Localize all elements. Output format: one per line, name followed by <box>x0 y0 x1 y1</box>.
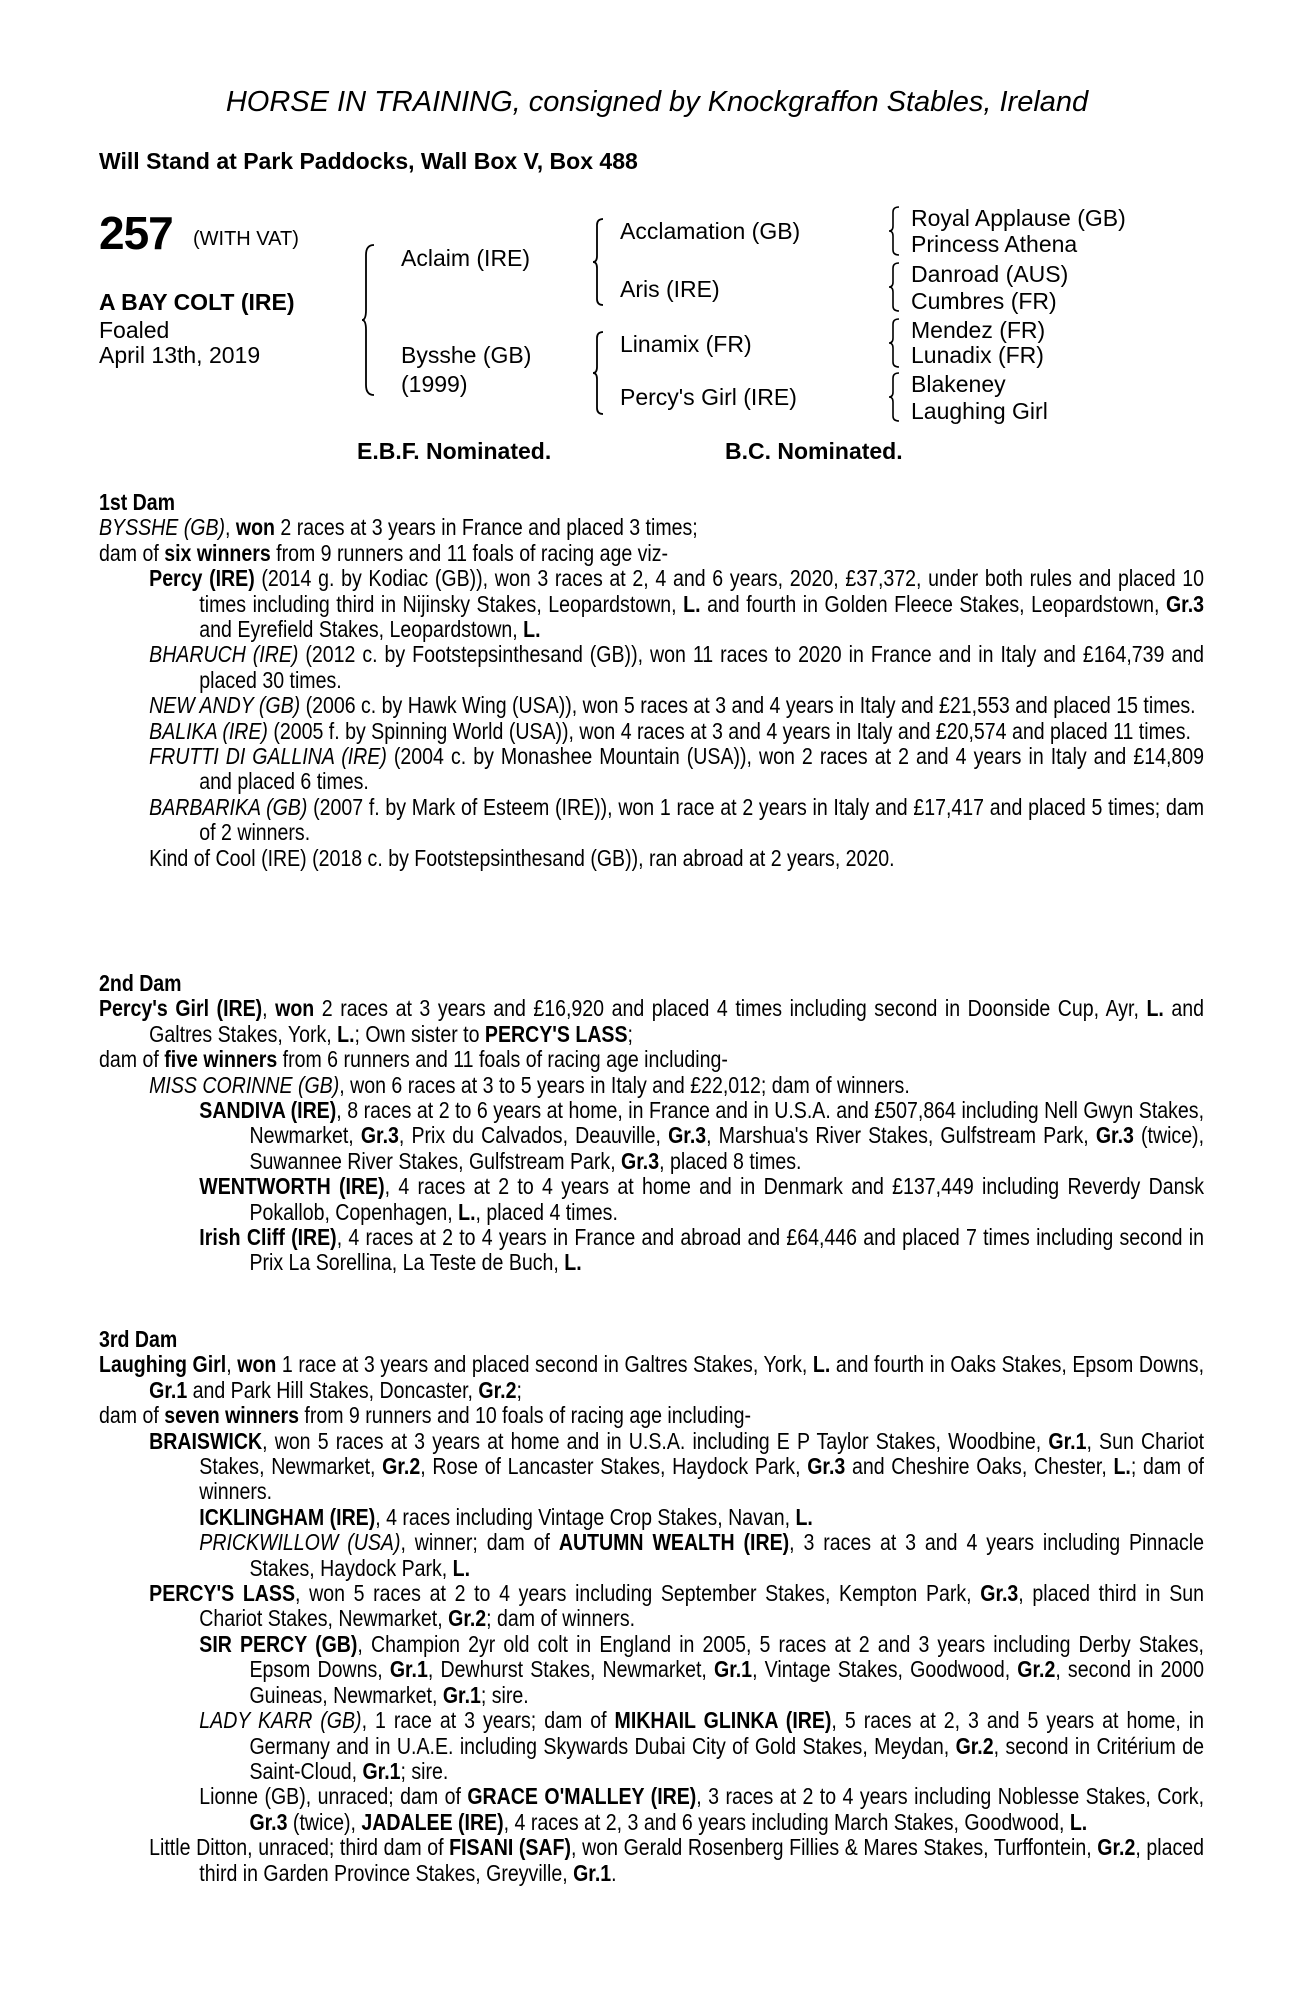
bold-text: FISANI (SAF) <box>449 1834 572 1861</box>
pedigree-entry <box>99 1530 1204 1581</box>
text: , 1 race at 3 years; dam of <box>361 1707 615 1734</box>
pedigree-sire-sire: Acclamation (GB) <box>620 218 801 244</box>
text: and Eyrefield Stakes, Leopardstown, <box>199 616 524 643</box>
bold-text: Laughing Girl <box>99 1351 227 1378</box>
pedigree-g3-5: Mendez (FR) <box>911 317 1046 343</box>
ebf-nominated: E.B.F. Nominated. <box>357 438 552 464</box>
pedigree-entry <box>99 1047 1204 1072</box>
text: ; Own sister to <box>354 1020 485 1047</box>
bold-text: L. <box>452 1554 471 1581</box>
italic-text: BHARUCH (IRE) <box>149 641 299 668</box>
bold-text: Gr.1 <box>1048 1427 1087 1454</box>
text: ; <box>516 1376 522 1403</box>
bold-text: L. <box>795 1503 813 1530</box>
catalogue-title: HORSE IN TRAINING, consigned by Knockgraffon Stables, Ireland <box>225 86 1089 118</box>
text: , won 6 races at 3 to 5 years in Italy and £22,012; dam of winners. <box>339 1071 910 1098</box>
text: , won Gerald Rosenberg Fillies & Mares Stakes, Turffontein, <box>571 1834 1098 1861</box>
bold-text: Gr.2 <box>1097 1834 1136 1861</box>
bold-text: six winners <box>164 539 271 566</box>
italic-text: MISS CORINNE (GB) <box>149 1071 340 1098</box>
bold-text: won <box>235 514 275 541</box>
text: (2005 f. by Spinning World (USA)), won 4 races at 3 and 4 years in Italy and £20,574 and placed 11 times. <box>267 717 1191 744</box>
pedigree-entry <box>99 1073 1204 1098</box>
pedigree-g3-6: Lunadix (FR) <box>911 342 1044 368</box>
first-dam-section <box>99 490 1204 871</box>
text: dam of <box>99 1046 165 1073</box>
bold-text: won <box>275 995 315 1022</box>
italic-text: BYSSHE (GB) <box>99 514 226 541</box>
text: , Sun Chariot Stakes, Newmarket, <box>199 1427 1204 1480</box>
text: 1 race at 3 years and placed second in Galtres Stakes, York, <box>276 1351 813 1378</box>
pedigree-g3-2: Princess Athena <box>911 231 1078 257</box>
foaled-date: April 13th, 2019 <box>99 342 261 368</box>
pedigree-g3-1: Royal Applause (GB) <box>911 205 1126 231</box>
pedigree-brace-3 <box>593 332 605 414</box>
text: and fourth in Golden Fleece Stakes, Leopardstown, <box>700 590 1166 617</box>
bold-text: Gr.1 <box>149 1376 188 1403</box>
text: . <box>611 1859 617 1886</box>
text: (2012 c. by Footstepsinthesand (GB)), won 11 races to 2020 in France and in Italy and £164,739 and placed 30 times. <box>199 641 1205 693</box>
bold-text: Gr.2 <box>1017 1656 1056 1683</box>
text: , Dewhurst Stakes, Newmarket, <box>427 1656 715 1683</box>
text: 2 races at 3 years in France and placed 3 times; <box>274 514 698 541</box>
vat-note: (WITH VAT) <box>193 228 299 250</box>
italic-text: PRICKWILLOW (USA) <box>199 1529 401 1556</box>
bold-text: Gr.2 <box>955 1732 994 1759</box>
pedigree-entry <box>99 1098 1204 1174</box>
bold-text: Gr.3 <box>360 1122 399 1149</box>
bold-text: BRAISWICK <box>149 1427 263 1454</box>
bold-text: SANDIVA (IRE) <box>199 1097 337 1124</box>
text: Little Ditton, unraced; third dam of <box>149 1834 450 1861</box>
pedigree-dam: Bysshe (GB) <box>401 342 532 368</box>
text: and Cheshire Oaks, Chester, <box>845 1453 1114 1480</box>
bold-text: L. <box>458 1198 476 1225</box>
text: , 8 races at 2 to 6 years at home, in France and in U.S.A. and £507,864 including Nell Gwyn Stakes, Newmarket, <box>249 1097 1205 1149</box>
text: Lionne (GB), unraced; dam of <box>199 1783 468 1810</box>
text: , won 5 races at 2 to 4 years including September Stakes, Kempton Park, <box>295 1580 981 1607</box>
bold-text: Gr.1 <box>362 1757 401 1784</box>
italic-text: BALIKA (IRE) <box>149 717 268 744</box>
bold-text: five winners <box>164 1046 278 1073</box>
pedigree-brace-1 <box>362 245 376 395</box>
bold-text: AUTUMN WEALTH (IRE) <box>558 1529 790 1556</box>
bold-text: ICKLINGHAM (IRE) <box>199 1503 376 1530</box>
bold-text: Percy (IRE) <box>149 565 255 592</box>
italic-text: LADY KARR (GB) <box>199 1707 362 1734</box>
stand-location: Will Stand at Park Paddocks, Wall Box V, Box 488 <box>99 148 638 174</box>
foaled-label: Foaled <box>99 317 170 343</box>
bold-text: Gr.3 <box>668 1122 707 1149</box>
text: , 3 races at 2 to 4 years including Noblesse Stakes, Cork, <box>696 1783 1204 1810</box>
text: Kind of Cool (IRE) (2018 c. by Footstepsinthesand (GB)), ran abroad at 2 years, 2020. <box>149 844 895 871</box>
pedigree-sire-dam: Aris (IRE) <box>620 276 720 302</box>
text: (twice), Suwannee River Stakes, Gulfstream Park, <box>249 1122 1205 1174</box>
bold-text: L. <box>337 1020 355 1047</box>
text: , won 5 races at 3 years at home and in U.S.A. including E P Taylor Stakes, Woodbine, <box>262 1427 1049 1454</box>
bold-text: Gr.2 <box>448 1605 487 1632</box>
pedigree-entry <box>99 1403 1204 1428</box>
bold-text: L. <box>1069 1808 1088 1835</box>
pedigree-entry <box>99 795 1204 846</box>
text: , 4 races including Vintage Crop Stakes, Navan, <box>375 1503 796 1530</box>
bold-text: Gr.3 <box>1165 590 1205 617</box>
text: from 9 runners and 10 foals of racing age including- <box>298 1402 752 1429</box>
bold-text: Gr.1 <box>573 1859 612 1886</box>
pedigree-entry <box>99 541 1204 566</box>
text: (twice), <box>287 1808 362 1835</box>
pedigree-dam-year: (1999) <box>401 371 468 397</box>
text: 2 races at 3 years and £16,920 and placed 4 times including second in Doonside Cup, Ayr, <box>314 995 1147 1022</box>
pedigree-entry <box>99 1632 1204 1708</box>
text: dam of <box>99 539 165 566</box>
text: , placed 4 times. <box>475 1198 618 1225</box>
bold-text: Gr.3 <box>1095 1122 1134 1149</box>
pedigree-entry <box>99 1174 1204 1225</box>
pedigree-entry <box>99 1708 1204 1784</box>
bold-text: Gr.1 <box>442 1681 481 1708</box>
text: , placed third in Garden Province Stakes, Greyville, <box>199 1834 1204 1886</box>
text: ; dam of winners. <box>486 1605 636 1632</box>
bold-text: WENTWORTH (IRE) <box>199 1173 385 1200</box>
pedigree-brace-6 <box>889 319 901 367</box>
bold-text: JADALEE (IRE) <box>361 1808 504 1835</box>
text: and Park Hill Stakes, Doncaster, <box>187 1376 479 1403</box>
pedigree-g3-4: Cumbres (FR) <box>911 288 1057 314</box>
bold-text: L. <box>523 616 541 643</box>
pedigree-entry <box>99 1835 1204 1886</box>
pedigree-entry <box>99 642 1204 693</box>
bold-text: PERCY'S LASS <box>484 1020 628 1047</box>
text: (2007 f. by Mark of Esteem (IRE)), won 1 race at 2 years in Italy and £17,417 and placed 5 times; dam of 2 winners. <box>199 793 1204 846</box>
lot-number: 257 <box>99 207 173 259</box>
bc-nominated: B.C. Nominated. <box>725 438 903 464</box>
text: , Rose of Lancaster Stakes, Haydock Park, <box>420 1453 808 1480</box>
second-dam-section <box>99 971 1204 1276</box>
text: , <box>225 514 236 541</box>
text: , winner; dam of <box>400 1529 559 1556</box>
text: and Galtres Stakes, York, <box>149 995 1205 1047</box>
bold-text: Percy's Girl (IRE) <box>99 995 263 1022</box>
bold-text: L. <box>1146 995 1164 1022</box>
pedigree-entry <box>99 1581 1204 1632</box>
text: , Champion 2yr old colt in England in 2005, 5 races at 2 and 3 years including Derby Stakes, Epsom Downs, <box>249 1630 1204 1683</box>
bold-text: seven winners <box>164 1402 299 1429</box>
bold-text: Gr.3 <box>621 1147 660 1174</box>
bold-text: GRACE O'MALLEY (IRE) <box>467 1783 697 1810</box>
pedigree-entry <box>99 1784 1204 1835</box>
text: (2006 c. by Hawk Wing (USA)), won 5 races at 3 and 4 years in Italy and £21,553 and placed 15 times. <box>300 692 1196 719</box>
pedigree-brace-2 <box>593 219 605 305</box>
text: , <box>262 995 276 1022</box>
text: , second in 2000 Guineas, Newmarket, <box>249 1656 1205 1708</box>
bold-text: MIKHAIL GLINKA (IRE) <box>614 1707 832 1734</box>
pedigree-entry <box>99 1429 1204 1505</box>
text: , placed third in Sun Chariot Stakes, Newmarket, <box>199 1580 1204 1632</box>
bold-text: Irish Cliff (IRE) <box>199 1224 337 1251</box>
text: from 6 runners and 11 foals of racing age including- <box>277 1046 728 1073</box>
italic-text: NEW ANDY (GB) <box>149 692 301 719</box>
text: , 4 races at 2 to 4 years in France and abroad and £64,446 and placed 7 times including second in Prix La Sorellina, La Teste de Buch, <box>249 1224 1204 1276</box>
pedigree-entry <box>99 846 1204 871</box>
pedigree-brace-5 <box>889 263 901 311</box>
pedigree-g3-3: Danroad (AUS) <box>911 261 1069 287</box>
text: ; sire. <box>480 1681 529 1708</box>
text: , placed 8 times. <box>659 1147 802 1174</box>
pedigree-entry <box>99 693 1204 718</box>
text: ; <box>627 1020 633 1047</box>
text: , <box>226 1351 238 1378</box>
pedigree-g3-8: Laughing Girl <box>911 398 1048 424</box>
pedigree-entry <box>99 1225 1204 1276</box>
text: , Prix du Calvados, Deauville, <box>398 1122 669 1149</box>
pedigree-dam-sire: Linamix (FR) <box>620 331 752 357</box>
text: , 4 races at 2, 3 and 6 years including March Stakes, Goodwood, <box>503 1808 1070 1835</box>
text: , 5 races at 2, 3 and 5 years at home, in Germany and in U.A.E. including Skywards Dubai City of Gold Stakes, Meydan, <box>249 1707 1204 1759</box>
section-heading: 1st Dam <box>99 489 176 515</box>
pedigree-dam-dam: Percy's Girl (IRE) <box>620 384 797 410</box>
text: ; dam of winners. <box>199 1453 1204 1505</box>
text: , 4 races at 2 to 4 years at home and in Denmark and £137,449 including Reverdy Dansk Pokallob, Copenhagen, <box>249 1173 1204 1225</box>
pedigree-entry <box>99 719 1204 744</box>
bold-text: L. <box>564 1249 582 1276</box>
bold-text: Gr.3 <box>980 1580 1019 1607</box>
text: , Vintage Stakes, Goodwood, <box>752 1656 1018 1683</box>
italic-text: FRUTTI DI GALLINA (IRE) <box>149 743 387 770</box>
text: (2004 c. by Monashee Mountain (USA)), won 2 races at 2 and 4 years in Italy and £14,809 and placed 6 times. <box>199 743 1205 795</box>
text: , Marshua's River Stakes, Gulfstream Park, <box>706 1122 1096 1149</box>
bold-text: Gr.1 <box>389 1656 428 1683</box>
text: ; sire. <box>400 1757 449 1784</box>
bold-text: Gr.1 <box>714 1656 753 1683</box>
text: (2014 g. by Kodiac (GB)), won 3 races at 2, 4 and 6 years, 2020, £37,372, under both rules and placed 10 times including third in Nijinsky Stakes, Leopardstown, <box>199 565 1205 617</box>
pedigree-entry <box>99 996 1204 1047</box>
pedigree-entry <box>99 744 1204 795</box>
pedigree-brace-7 <box>889 373 901 421</box>
bold-text: Gr.3 <box>807 1453 846 1480</box>
bold-text: SIR PERCY (GB) <box>199 1630 358 1657</box>
italic-text: BARBARIKA (GB) <box>149 793 308 820</box>
bold-text: PERCY'S LASS <box>149 1580 296 1607</box>
horse-description: A BAY COLT (IRE) <box>99 289 295 315</box>
text: and fourth in Oaks Stakes, Epsom Downs, <box>830 1351 1205 1378</box>
text: dam of <box>99 1402 165 1429</box>
bold-text: won <box>237 1351 277 1378</box>
bold-text: L. <box>683 590 701 617</box>
pedigree-entry <box>99 1352 1204 1403</box>
text: , 3 races at 3 and 4 years including Pinnacle Stakes, Haydock Park, <box>249 1529 1204 1581</box>
bold-text: Gr.2 <box>478 1376 517 1403</box>
third-dam-section <box>99 1327 1204 1886</box>
pedigree-g3-7: Blakeney <box>911 371 1006 397</box>
pedigree-entry <box>99 1505 1204 1530</box>
pedigree-entry <box>99 515 1204 540</box>
section-heading: 3rd Dam <box>99 1326 178 1352</box>
bold-text: Gr.3 <box>249 1808 288 1835</box>
pedigree-brace-4 <box>889 207 901 255</box>
bold-text: L. <box>812 1351 831 1378</box>
section-heading: 2nd Dam <box>99 970 182 996</box>
pedigree-entry <box>99 566 1204 642</box>
pedigree-sire: Aclaim (IRE) <box>401 245 531 271</box>
text: from 9 runners and 11 foals of racing age viz- <box>270 539 669 566</box>
bold-text: L. <box>1113 1453 1131 1480</box>
bold-text: Gr.2 <box>382 1453 421 1480</box>
text: , second in Critérium de Saint-Cloud, <box>249 1732 1204 1784</box>
